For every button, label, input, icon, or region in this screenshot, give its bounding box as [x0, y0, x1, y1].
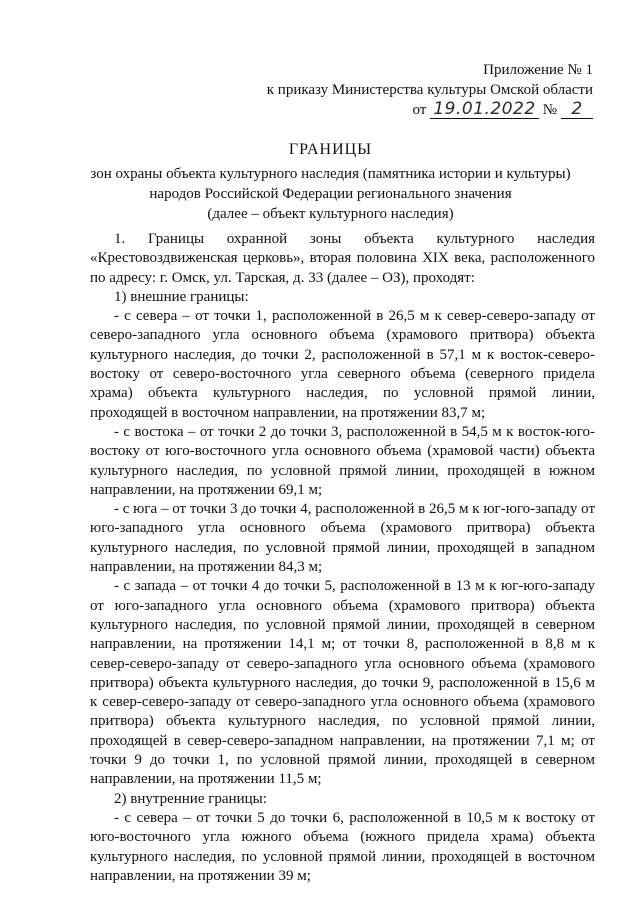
paragraph-internal-boundaries-heading: 2) внутренние границы:	[114, 790, 267, 807]
title-line-1: зон охраны объекта культурного наследия (памятника истории и культуры)	[90, 166, 571, 182]
paragraph-north-boundary: - с севера – от точки 1, расположенной в 26,5 м к север-северо-западу от северо-западного угла основного объема (храмового притвора) объекта культурного наследия, до точки 2, расположенной в 57,1 м к восток-северо-востоку от северо-восточного угла северного объема (северного придела храма) объекта культурного наследия, по условной прямой линии, проходящей в восточном направлении, на протяжении 83,7 м;	[90, 308, 595, 421]
paragraph-east-boundary: - с востока – от точки 2 до точки 3, расположенной в 54,5 м к восток-юго-востоку от юго-восточного угла основного объема (храмовой части) объекта культурного наследия, по условной прямой линии, проходящей в южном направлении, на протяжении 69,1 м;	[90, 423, 595, 498]
document-body	[90, 230, 595, 886]
title-line-2: народов Российской Федерации регионального значения	[149, 186, 512, 202]
from-label: от	[412, 102, 427, 118]
appendix-number: Приложение № 1	[483, 62, 593, 78]
handwritten-date: 19.01.2022	[430, 100, 538, 119]
order-reference: к приказу Министерства культуры Омской области	[266, 82, 593, 98]
appendix-header	[233, 60, 593, 120]
paragraph-intro: 1. Границы охранной зоны объекта культурного наследия «Крестовоздвиженская церковь», вторая половина XIX века, расположенного по адресу: г. Омск, ул. Тарская, д. 33 (далее – ОЗ), проходят:	[90, 231, 595, 286]
order-date-number-line	[233, 100, 593, 120]
title-line-3: (далее – объект культурного наследия)	[207, 206, 454, 222]
document-title-block	[60, 140, 601, 224]
paragraph-external-boundaries-heading: 1) внешние границы:	[114, 288, 249, 305]
document-title: ГРАНИЦЫ	[288, 141, 373, 158]
paragraph-west-boundary: - с запада – от точки 4 до точки 5, расположенной в 13 м к юг-юго-западу от юго-западного угла основного объема (храмового притвора) объекта культурного наследия, по условной прямой линии, проходящей в северном направлении, на протяжении 14,1 м; от точки 8, расположенной в 8,8 м к север-северо-западу от северо-западного угла основного объема (храмового притвора) объекта культурного наследия, до точки 9, расположенной в 15,6 м к север-северо-западу от северо-западного угла основного объема (храмового притвора) объекта культурного наследия, по условной прямой линии, проходящей в север-северо-западном направлении, на протяжении 7,1 м; от точки 9 до точки 1, по условной прямой линии, проходящей в северном направлении, на протяжении 11,5 м;	[90, 578, 595, 788]
number-label: №	[542, 102, 557, 118]
handwritten-number: 2	[561, 100, 593, 119]
paragraph-south-boundary: - с юга – от точки 3 до точки 4, расположенной в 26,5 м к юг-юго-западу от юго-западного угла основного объема (храмового притвора) объекта культурного наследия, по условной прямой линии, проходящей в западном направлении, на протяжении 84,3 м;	[90, 501, 595, 576]
paragraph-internal-north-boundary: - с севера – от точки 5 до точки 6, расположенной в 10,5 м к востоку от юго-восточного угла южного объема (южного придела храма) объекта культурного наследия, по условной прямой линии, проходящей в восточном направлении, на протяжении 39 м;	[90, 809, 595, 884]
